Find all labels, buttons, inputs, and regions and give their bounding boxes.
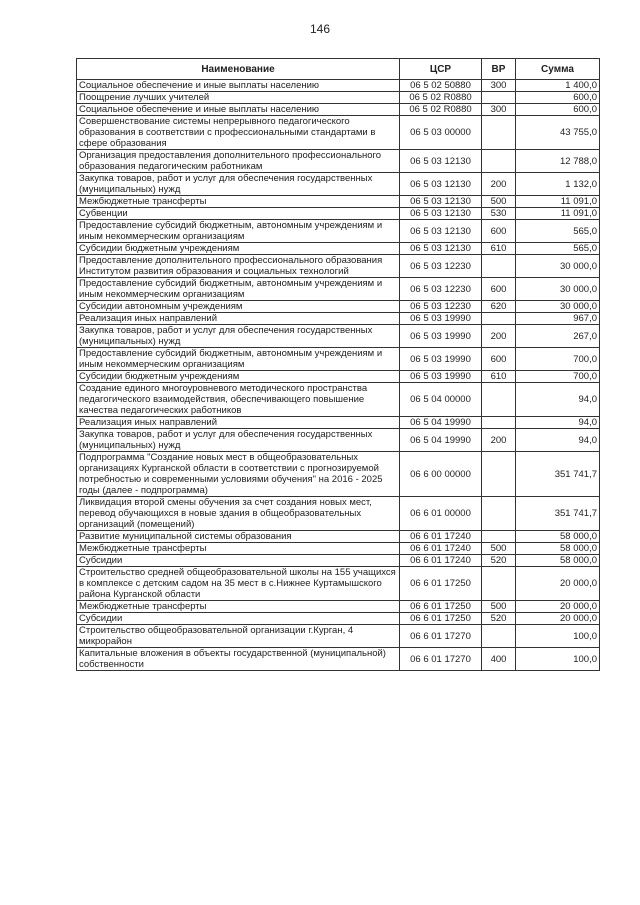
table-row xyxy=(77,625,600,648)
cell-sum: 600,0 xyxy=(516,92,600,104)
cell-sum: 20 000,0 xyxy=(516,613,600,625)
table-row xyxy=(77,220,600,243)
cell-sum: 58 000,0 xyxy=(516,543,600,555)
header-name: Наименование xyxy=(77,59,400,80)
cell-name: Реализация иных направлений xyxy=(77,417,400,429)
cell-csr: 06 5 03 12130 xyxy=(400,208,482,220)
cell-vr xyxy=(482,150,516,173)
cell-csr: 06 5 03 12130 xyxy=(400,196,482,208)
table-row xyxy=(77,531,600,543)
cell-sum: 11 091,0 xyxy=(516,196,600,208)
cell-name: Совершенствование системы непрерывного педагогического образования в соответствии с профессиональными стандартами в сфере образования xyxy=(77,116,400,150)
table-row xyxy=(77,104,600,116)
table-row xyxy=(77,555,600,567)
cell-name: Организация предоставления дополнительного профессионального образования педагогическим работникам xyxy=(77,150,400,173)
cell-vr: 300 xyxy=(482,104,516,116)
budget-table xyxy=(76,58,600,671)
cell-sum: 100,0 xyxy=(516,625,600,648)
cell-vr: 500 xyxy=(482,196,516,208)
cell-csr: 06 5 03 19990 xyxy=(400,371,482,383)
cell-sum: 351 741,7 xyxy=(516,452,600,497)
cell-name: Субсидии xyxy=(77,613,400,625)
cell-csr: 06 6 01 17270 xyxy=(400,648,482,671)
cell-csr: 06 5 03 19990 xyxy=(400,325,482,348)
table-row xyxy=(77,648,600,671)
cell-sum: 20 000,0 xyxy=(516,567,600,601)
cell-vr: 610 xyxy=(482,371,516,383)
cell-csr: 06 6 00 00000 xyxy=(400,452,482,497)
cell-sum: 700,0 xyxy=(516,371,600,383)
cell-vr: 500 xyxy=(482,543,516,555)
cell-csr: 06 5 02 R0880 xyxy=(400,92,482,104)
cell-vr xyxy=(482,417,516,429)
table-row xyxy=(77,173,600,196)
cell-name: Капитальные вложения в объекты государственной (муниципальной) собственности xyxy=(77,648,400,671)
cell-vr xyxy=(482,313,516,325)
cell-vr: 200 xyxy=(482,429,516,452)
cell-sum: 94,0 xyxy=(516,429,600,452)
cell-vr xyxy=(482,497,516,531)
table-row xyxy=(77,196,600,208)
table-row xyxy=(77,208,600,220)
table-row xyxy=(77,371,600,383)
cell-sum: 11 091,0 xyxy=(516,208,600,220)
cell-vr: 400 xyxy=(482,648,516,671)
cell-vr: 300 xyxy=(482,80,516,92)
cell-name: Субвенции xyxy=(77,208,400,220)
cell-sum: 700,0 xyxy=(516,348,600,371)
table-row xyxy=(77,429,600,452)
table-row xyxy=(77,243,600,255)
cell-name: Закупка товаров, работ и услуг для обеспечения государственных (муниципальных) нужд xyxy=(77,325,400,348)
cell-name: Предоставление дополнительного профессионального образования Институтом развития образования и социальных технологий xyxy=(77,255,400,278)
cell-sum: 967,0 xyxy=(516,313,600,325)
cell-vr xyxy=(482,116,516,150)
cell-name: Ликвидация второй смены обучения за счет создания новых мест, перевод обучающихся в новые здания в общеобразовательных организаций (помещений) xyxy=(77,497,400,531)
cell-name: Подпрограмма "Создание новых мест в общеобразовательных организациях Курганской области в соответствии с прогнозируемой потребностью и современными условиями обучения" на 2016 - 2025 годы (далее - подпрограмма) xyxy=(77,452,400,497)
cell-vr: 600 xyxy=(482,348,516,371)
cell-sum: 43 755,0 xyxy=(516,116,600,150)
cell-csr: 06 5 04 19990 xyxy=(400,417,482,429)
cell-csr: 06 6 01 17240 xyxy=(400,531,482,543)
cell-name: Субсидии бюджетным учреждениям xyxy=(77,243,400,255)
cell-sum: 58 000,0 xyxy=(516,531,600,543)
cell-name: Создание единого многоуровневого методического пространства педагогического взаимодействия, обеспечивающего повышение качества педагогических работников xyxy=(77,383,400,417)
cell-sum: 565,0 xyxy=(516,220,600,243)
cell-csr: 06 5 03 19990 xyxy=(400,313,482,325)
cell-name: Закупка товаров, работ и услуг для обеспечения государственных (муниципальных) нужд xyxy=(77,429,400,452)
cell-sum: 267,0 xyxy=(516,325,600,348)
header-vr: ВР xyxy=(482,59,516,80)
table-row xyxy=(77,613,600,625)
cell-name: Строительство общеобразовательной организации г.Курган, 4 микрорайон xyxy=(77,625,400,648)
cell-csr: 06 6 01 00000 xyxy=(400,497,482,531)
cell-name: Межбюджетные трансферты xyxy=(77,196,400,208)
table-row xyxy=(77,348,600,371)
table-header-row xyxy=(77,59,600,80)
cell-csr: 06 5 03 12230 xyxy=(400,278,482,301)
cell-name: Развитие муниципальной системы образования xyxy=(77,531,400,543)
cell-vr: 520 xyxy=(482,613,516,625)
cell-vr xyxy=(482,567,516,601)
cell-vr: 500 xyxy=(482,601,516,613)
cell-csr: 06 5 02 50880 xyxy=(400,80,482,92)
cell-vr xyxy=(482,383,516,417)
cell-vr xyxy=(482,92,516,104)
table-row xyxy=(77,80,600,92)
header-sum: Сумма xyxy=(516,59,600,80)
cell-csr: 06 5 04 00000 xyxy=(400,383,482,417)
cell-sum: 94,0 xyxy=(516,383,600,417)
cell-name: Социальное обеспечение и иные выплаты населению xyxy=(77,104,400,116)
cell-vr: 610 xyxy=(482,243,516,255)
cell-name: Предоставление субсидий бюджетным, автономным учреждениям и иным некоммерческим организациям xyxy=(77,278,400,301)
cell-sum: 30 000,0 xyxy=(516,278,600,301)
table-row xyxy=(77,567,600,601)
table-row xyxy=(77,601,600,613)
cell-vr: 200 xyxy=(482,325,516,348)
cell-name: Межбюджетные трансферты xyxy=(77,601,400,613)
table-row xyxy=(77,92,600,104)
cell-name: Поощрение лучших учителей xyxy=(77,92,400,104)
cell-sum: 94,0 xyxy=(516,417,600,429)
cell-name: Социальное обеспечение и иные выплаты населению xyxy=(77,80,400,92)
cell-csr: 06 6 01 17250 xyxy=(400,613,482,625)
cell-csr: 06 6 01 17250 xyxy=(400,567,482,601)
cell-name: Субсидии xyxy=(77,555,400,567)
cell-sum: 351 741,7 xyxy=(516,497,600,531)
cell-name: Субсидии автономным учреждениям xyxy=(77,301,400,313)
cell-vr xyxy=(482,255,516,278)
cell-csr: 06 5 03 19990 xyxy=(400,348,482,371)
cell-name: Закупка товаров, работ и услуг для обеспечения государственных (муниципальных) нужд xyxy=(77,173,400,196)
cell-vr xyxy=(482,452,516,497)
cell-name: Предоставление субсидий бюджетным, автономным учреждениям и иным некоммерческим организациям xyxy=(77,348,400,371)
table-row xyxy=(77,543,600,555)
cell-sum: 20 000,0 xyxy=(516,601,600,613)
cell-csr: 06 5 03 12130 xyxy=(400,243,482,255)
cell-sum: 100,0 xyxy=(516,648,600,671)
cell-csr: 06 6 01 17240 xyxy=(400,543,482,555)
cell-csr: 06 5 03 12230 xyxy=(400,301,482,313)
cell-csr: 06 6 01 17240 xyxy=(400,555,482,567)
cell-csr: 06 5 03 12130 xyxy=(400,150,482,173)
table-row xyxy=(77,116,600,150)
cell-sum: 1 400,0 xyxy=(516,80,600,92)
cell-sum: 30 000,0 xyxy=(516,255,600,278)
page-number: 146 xyxy=(309,22,331,36)
cell-sum: 1 132,0 xyxy=(516,173,600,196)
cell-csr: 06 5 02 R0880 xyxy=(400,104,482,116)
cell-sum: 12 788,0 xyxy=(516,150,600,173)
table-row xyxy=(77,313,600,325)
cell-name: Межбюджетные трансферты xyxy=(77,543,400,555)
cell-vr: 520 xyxy=(482,555,516,567)
cell-name: Реализация иных направлений xyxy=(77,313,400,325)
cell-vr: 600 xyxy=(482,220,516,243)
cell-sum: 30 000,0 xyxy=(516,301,600,313)
table-row xyxy=(77,325,600,348)
cell-vr: 530 xyxy=(482,208,516,220)
cell-csr: 06 5 03 12130 xyxy=(400,173,482,196)
table-row xyxy=(77,278,600,301)
cell-vr xyxy=(482,531,516,543)
table-row xyxy=(77,383,600,417)
cell-csr: 06 5 03 00000 xyxy=(400,116,482,150)
header-csr: ЦСР xyxy=(400,59,482,80)
cell-vr: 620 xyxy=(482,301,516,313)
cell-name: Строительство средней общеобразовательной школы на 155 учащихся в комплексе с детским садом на 35 мест в с.Нижнее Куртамышского района Курганской области xyxy=(77,567,400,601)
cell-sum: 565,0 xyxy=(516,243,600,255)
cell-sum: 600,0 xyxy=(516,104,600,116)
cell-csr: 06 5 03 12230 xyxy=(400,255,482,278)
cell-csr: 06 6 01 17270 xyxy=(400,625,482,648)
cell-sum: 58 000,0 xyxy=(516,555,600,567)
cell-name: Предоставление субсидий бюджетным, автономным учреждениям и иным некоммерческим организациям xyxy=(77,220,400,243)
cell-vr xyxy=(482,625,516,648)
cell-csr: 06 5 03 12130 xyxy=(400,220,482,243)
table-row xyxy=(77,497,600,531)
cell-vr: 200 xyxy=(482,173,516,196)
table-row xyxy=(77,452,600,497)
table-row xyxy=(77,301,600,313)
table-row xyxy=(77,255,600,278)
cell-csr: 06 6 01 17250 xyxy=(400,601,482,613)
cell-vr: 600 xyxy=(482,278,516,301)
table-row xyxy=(77,150,600,173)
table-row xyxy=(77,417,600,429)
cell-name: Субсидии бюджетным учреждениям xyxy=(77,371,400,383)
cell-csr: 06 5 04 19990 xyxy=(400,429,482,452)
